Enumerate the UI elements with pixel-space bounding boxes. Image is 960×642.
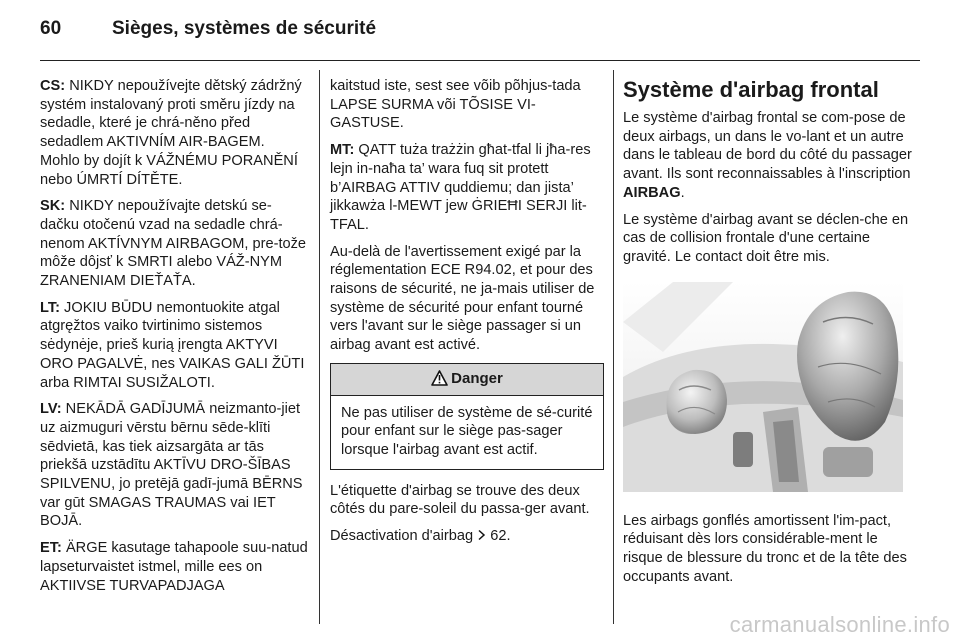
deactivation-page-link[interactable]: 62. xyxy=(490,528,511,545)
header-rule xyxy=(40,60,920,61)
lang-code: LV: xyxy=(40,401,62,418)
lang-code: CS: xyxy=(40,78,66,94)
column-left xyxy=(40,77,308,603)
warning-text: QATT tuża trażżin għat-tfal li jħa-res lejn in-naħa ta’ wara fuq sit protett b’AIRBAG ATTIV quddiemu; dan jista’ jikkawża l-MEWT jew ĠRIEĦI SERJI lit-TFAL. xyxy=(330,142,591,233)
page-number: 60 xyxy=(40,18,62,39)
warning-cs xyxy=(40,77,308,189)
column-divider xyxy=(613,70,614,624)
section-title: Sièges, systèmes de sécurité xyxy=(112,18,377,39)
lang-code: ET: xyxy=(40,540,62,557)
warning-lv xyxy=(40,400,308,531)
danger-text: Ne pas utiliser de système de sé-curité pour enfant sur le siège pas-sager lorsque l'airbag avant est actif. xyxy=(341,404,593,458)
column-middle xyxy=(330,77,604,554)
danger-box xyxy=(330,363,604,470)
column-right xyxy=(623,77,915,594)
intro-paragraph: Le système d'airbag frontal se com-pose de deux airbags, un dans le vo-lant et un autre dans le tableau de bord du côté du passager avant. Ils sont reconnaissables à l'inscription AIRBAG. xyxy=(623,110,912,201)
warning-triangle-icon xyxy=(431,370,448,386)
warning-et xyxy=(40,539,308,595)
warning-lt xyxy=(40,299,308,393)
lang-code: MT: xyxy=(330,142,355,159)
page-header xyxy=(40,18,376,40)
deactivation-reference xyxy=(330,527,604,546)
warning-mt xyxy=(330,141,604,235)
watermark: carmanualsonline.info xyxy=(729,612,950,637)
airbag-illustration xyxy=(623,282,903,492)
lang-code: LT: xyxy=(40,299,60,316)
section-heading: Système d'airbag frontal xyxy=(623,77,879,102)
label-location-paragraph: L'étiquette d'airbag se trouve des deux côtés du pare-soleil du passa-ger avant. xyxy=(330,482,590,518)
impact-paragraph: Les airbags gonflés amortissent l'im-pact, réduisant dès lors considérable-ment le risque de blessure du tronc et de la tête des occupants avant. xyxy=(623,512,907,585)
ece-paragraph: Au-delà de l'avertissement exigé par la réglementation ECE R94.02, et pour des raisons de sécurité, ne ja-mais utiliser de système de sécurité pour enfant tourné vers l'avant sur le siège passager si un airbag avant est activé. xyxy=(330,243,595,354)
warning-text: JOKIU BŪDU nemontuokite atgal atgręžtos vaiko tvirtinimo sistemos sėdynėje, prieš kurią įrengta AKTYVI ORO PAGALVĖ, nes VAIKAS GALI ŽŪTI arba RIMTAI SUSIŽALOTI. xyxy=(40,299,305,391)
danger-title: Danger xyxy=(451,369,503,387)
deployment-paragraph: Le système d'airbag avant se déclen-che en cas de collision frontale d'une certaine gravité. Le contact doit être mis. xyxy=(623,211,909,265)
danger-header xyxy=(331,364,603,396)
column-divider xyxy=(319,70,320,624)
warning-text: NEKĀDĀ GADĪJUMĀ neizmanto-jiet uz aizmuguri vērstu bērnu sēde-klīti sēdvietā, kas tiek aizsargāta ar tās priekšā uzstādītu AKTĪVU DRO-ŠĪBAS SPILVENU, jo pretējā gadī-jumā BĒRNS var gūt SMAGAS TRAUMAS vai IET BOJĀ. xyxy=(40,401,303,530)
warning-sk xyxy=(40,197,308,291)
airbag-label: AIRBAG xyxy=(623,184,681,201)
deactivation-text: Désactivation d'airbag xyxy=(330,528,474,545)
lang-code: SK: xyxy=(40,198,66,215)
warning-text: NIKDY nepoužívajte detskú se-dačku otočenú vzad na sedadle chrá-nenom AKTÍVNYM AIRBAGOM, pre-tože môže dôjsť k SMRTI alebo VÁŽ-NYM ZRANENIAM DIEŤAŤA. xyxy=(40,198,307,290)
warning-text: ÄRGE kasutage tahapoole suu-natud lapseturvaistet istmel, mille ees on AKTIIVSE TURVAPADJAGA xyxy=(40,540,308,594)
warning-et-continued: kaitstud iste, sest see võib põhjus-tada LAPSE SURMA või TÕSISE VI-GASTUSE. xyxy=(330,78,581,132)
page-reference-icon xyxy=(477,529,486,541)
warning-text: NIKDY nepoužívejte dětský zádržný systém instalovaný proti směru jízdy na sedadle, které je chrá-něno před sedadlem AKTIVNÍM AIR-BAGEM. Mohlo by dojít k VÁŽNÉMU PORANĚNÍ nebo ÚMRTÍ DÍTĚTE. xyxy=(40,78,302,188)
